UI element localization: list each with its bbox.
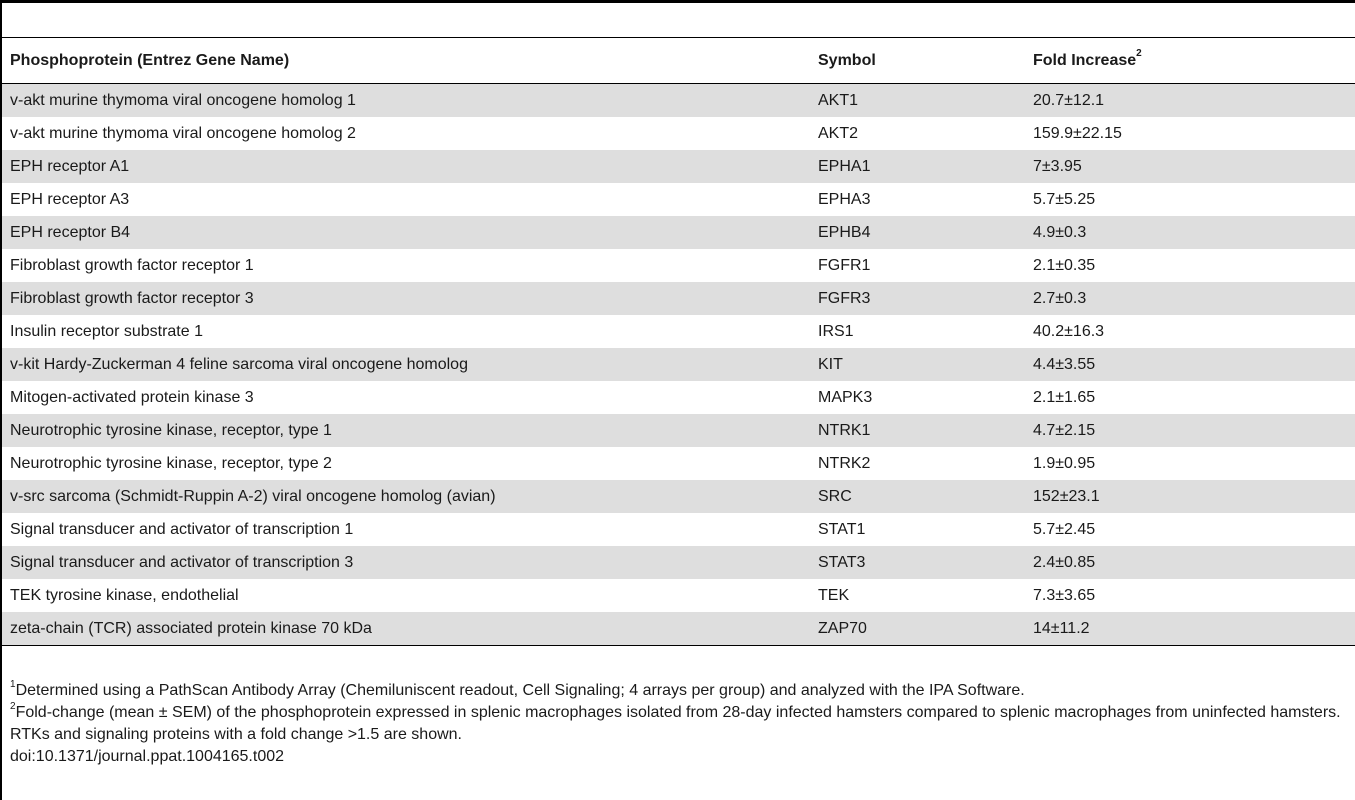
table-row	[2, 381, 1355, 414]
cell-phosphoprotein: v-kit Hardy-Zuckerman 4 feline sarcoma viral oncogene homolog	[2, 348, 810, 381]
footnotes	[10, 680, 1350, 768]
cell-symbol: EPHA3	[818, 190, 871, 208]
phosphoprotein-table	[2, 37, 1355, 646]
cell-symbol: IRS1	[818, 322, 854, 340]
cell-symbol: SRC	[810, 480, 1025, 513]
cell-phosphoprotein: TEK tyrosine kinase, endothelial	[10, 586, 239, 604]
footnote-3: RTKs and signaling proteins with a fold change >1.5 are shown.	[10, 726, 462, 743]
cell-fold-increase: 2.4±0.85	[1025, 546, 1355, 579]
cell-fold-increase: 20.7±12.1	[1025, 84, 1355, 118]
cell-fold-increase: 159.9±22.15	[1033, 124, 1122, 142]
table-row	[2, 282, 1355, 315]
cell-fold-increase: 7.3±3.65	[1033, 586, 1096, 604]
cell-symbol: NTRK2	[818, 454, 871, 472]
cell-fold-increase: 2.1±1.65	[1033, 388, 1096, 406]
cell-symbol: ZAP70	[810, 612, 1025, 646]
cell-phosphoprotein: Mitogen-activated protein kinase 3	[10, 388, 254, 406]
cell-phosphoprotein: zeta-chain (TCR) associated protein kinase 70 kDa	[2, 612, 810, 646]
table-row	[2, 447, 1355, 480]
cell-symbol: FGFR1	[818, 256, 871, 274]
header-symbol: Symbol	[810, 38, 1025, 84]
table-row	[2, 84, 1355, 118]
header-fold-increase: Fold Increase$^2$	[1025, 38, 1355, 84]
table-row	[2, 612, 1355, 646]
table-row	[2, 150, 1355, 183]
cell-phosphoprotein: Signal transducer and activator of transcription 3	[2, 546, 810, 579]
cell-phosphoprotein: Insulin receptor substrate 1	[10, 322, 203, 340]
header-phosphoprotein: Phosphoprotein (Entrez Gene Name)	[2, 38, 810, 84]
cell-symbol: TEK	[818, 586, 850, 604]
cell-fold-increase: 4.7±2.15	[1025, 414, 1355, 447]
cell-phosphoprotein: v-src sarcoma (Schmidt-Ruppin A-2) viral oncogene homolog (avian)	[2, 480, 810, 513]
cell-symbol: EPHA1	[810, 150, 1025, 183]
cell-phosphoprotein: EPH receptor A1	[2, 150, 810, 183]
cell-symbol: NTRK1	[810, 414, 1025, 447]
cell-fold-increase: 2.7±0.3	[1025, 282, 1355, 315]
table-row	[2, 117, 1355, 150]
cell-phosphoprotein: v-akt murine thymoma viral oncogene homolog 1	[2, 84, 810, 118]
cell-symbol: STAT3	[810, 546, 1025, 579]
footnote-2: $^2$Fold-change (mean ± SEM) of the phosphoprotein expressed in splenic macrophages isolated from 28-day infected hamsters compared to splenic macrophages from uninfected hamsters.	[10, 700, 1341, 721]
table-row	[2, 183, 1355, 216]
cell-symbol: AKT2	[818, 124, 859, 142]
footnote-1: $^1$Determined using a PathScan Antibody Array (Chemiluniscent readout, Cell Signaling; 4 arrays per group) and analyzed with the IPA Software.	[10, 678, 1025, 699]
cell-phosphoprotein: Neurotrophic tyrosine kinase, receptor, type 2	[10, 454, 332, 472]
cell-phosphoprotein: Fibroblast growth factor receptor 1	[10, 256, 254, 274]
cell-phosphoprotein: v-akt murine thymoma viral oncogene homolog 2	[10, 124, 356, 142]
cell-phosphoprotein: Neurotrophic tyrosine kinase, receptor, type 1	[2, 414, 810, 447]
table-row	[2, 348, 1355, 381]
cell-symbol: STAT1	[818, 520, 866, 538]
table-row	[2, 480, 1355, 513]
table-row	[2, 546, 1355, 579]
cell-fold-increase: 5.7±2.45	[1033, 520, 1096, 538]
table-row	[2, 315, 1355, 348]
table-row	[2, 216, 1355, 249]
cell-symbol: KIT	[810, 348, 1025, 381]
cell-phosphoprotein: EPH receptor B4	[2, 216, 810, 249]
cell-fold-increase: 4.4±3.55	[1025, 348, 1355, 381]
caption-area	[2, 3, 1355, 37]
table-row	[2, 249, 1355, 282]
header-footnote-marker: 2	[1136, 48, 1142, 60]
cell-fold-increase: 5.7±5.25	[1033, 190, 1096, 208]
cell-phosphoprotein: EPH receptor A3	[10, 190, 130, 208]
header-row	[2, 38, 1355, 84]
table-row	[2, 513, 1355, 546]
table-body	[2, 84, 1355, 646]
cell-fold-increase: 152±23.1	[1025, 480, 1355, 513]
cell-phosphoprotein: Signal transducer and activator of transcription 1	[10, 520, 354, 538]
cell-symbol: EPHB4	[810, 216, 1025, 249]
cell-fold-increase: 14±11.2	[1025, 612, 1355, 646]
cell-symbol: FGFR3	[810, 282, 1025, 315]
cell-symbol: MAPK3	[818, 388, 873, 406]
cell-fold-increase: 4.9±0.3	[1025, 216, 1355, 249]
table-row	[2, 579, 1355, 612]
cell-fold-increase: 2.1±0.35	[1033, 256, 1096, 274]
doi-text: doi:10.1371/journal.ppat.1004165.t002	[10, 748, 285, 765]
cell-fold-increase: 7±3.95	[1025, 150, 1355, 183]
cell-fold-increase: 1.9±0.95	[1033, 454, 1096, 472]
cell-phosphoprotein: Fibroblast growth factor receptor 3	[2, 282, 810, 315]
cell-fold-increase: 40.2±16.3	[1033, 322, 1105, 340]
cell-symbol: AKT1	[810, 84, 1025, 118]
table-row	[2, 414, 1355, 447]
